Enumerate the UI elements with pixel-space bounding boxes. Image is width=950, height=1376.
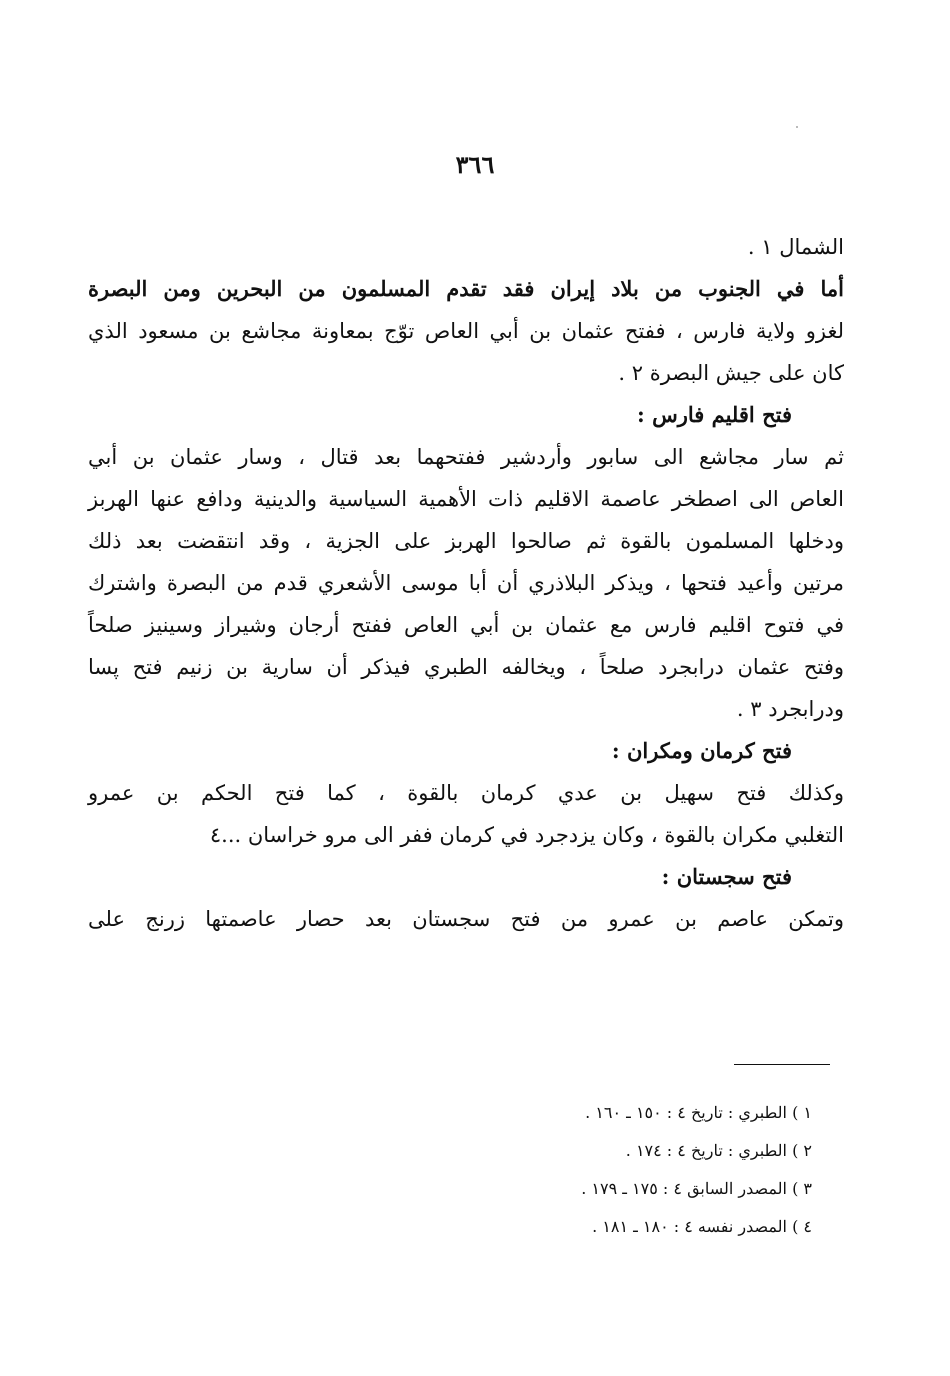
text-line: وكذلك فتح سهيل بن عدي كرمان بالقوة ، كما فتح الحكم بن عمرو	[88, 781, 844, 805]
text-line: لغزو ولاية فارس ، ففتح عثمان بن أبي العاص توّج بمعاونة مجاشع بن مسعود الذي	[88, 319, 844, 343]
text-line: أما في الجنوب من بلاد إيران فقد تقدم المسلمون من البحرين ومن البصرة	[88, 276, 844, 301]
body-text	[88, 226, 844, 940]
section-heading: فتح كرمان ومكران :	[611, 738, 792, 763]
text-line: ثم سار مجاشع الى سابور وأردشير ففتحهما بعد قتال ، وسار عثمان بن أبي	[88, 445, 844, 469]
footnotes	[420, 1094, 812, 1246]
text-line: العاص الى اصطخر عاصمة الاقليم ذات الأهمية السياسية والدينية ودافع عنها الهربز	[88, 487, 844, 511]
section-heading: فتح سجستان :	[661, 864, 792, 889]
text-line: ودرابجرد ٣ .	[736, 697, 844, 721]
text-line: التغلبي مكران بالقوة ، وكان يزدجرد في كرمان ففر الى مرو خراسان ...٤	[209, 823, 844, 847]
text-line: كان على جيش البصرة ٢ .	[618, 361, 844, 385]
text-line: وتمكن عاصم بن عمرو من فتح سجستان بعد حصار عاصمتها زرنج على	[88, 907, 844, 931]
scan-speck	[796, 126, 798, 128]
text-line: ودخلها المسلمون بالقوة ثم صالحوا الهربز على الجزية ، وقد انتقضت بعد ذلك	[88, 529, 844, 553]
footnote-2: ٢ ) الطبري : تاريخ ٤ : ١٧٤ .	[625, 1141, 812, 1160]
text-line: مرتين وأعيد فتحها ، ويذكر البلاذري أن أبا موسى الأشعري قدم من البصرة واشترك	[88, 571, 844, 595]
text-line: الشمال ١ .	[747, 235, 844, 259]
text-line: وفتح عثمان درابجرد صلحاً ، ويخالفه الطبري فيذكر أن سارية بن زنيم فتح پسا	[88, 655, 844, 679]
page-number: ٣٦٦	[455, 150, 495, 179]
footnote-3: ٣ ) المصدر السابق ٤ : ١٧٥ ـ ١٧٩ .	[581, 1179, 812, 1198]
footnote-1: ١ ) الطبري : تاريخ ٤ : ١٥٠ ـ ١٦٠ .	[585, 1103, 812, 1122]
footnote-separator	[734, 1064, 830, 1065]
section-heading: فتح اقليم فارس :	[637, 402, 792, 427]
footnote-4: ٤ ) المصدر نفسه ٤ : ١٨٠ ـ ١٨١ .	[592, 1217, 812, 1236]
text-line: في فتوح اقليم فارس مع عثمان بن أبي العاص ففتح أرجان وشيراز وسينيز صلحاً	[88, 613, 844, 637]
